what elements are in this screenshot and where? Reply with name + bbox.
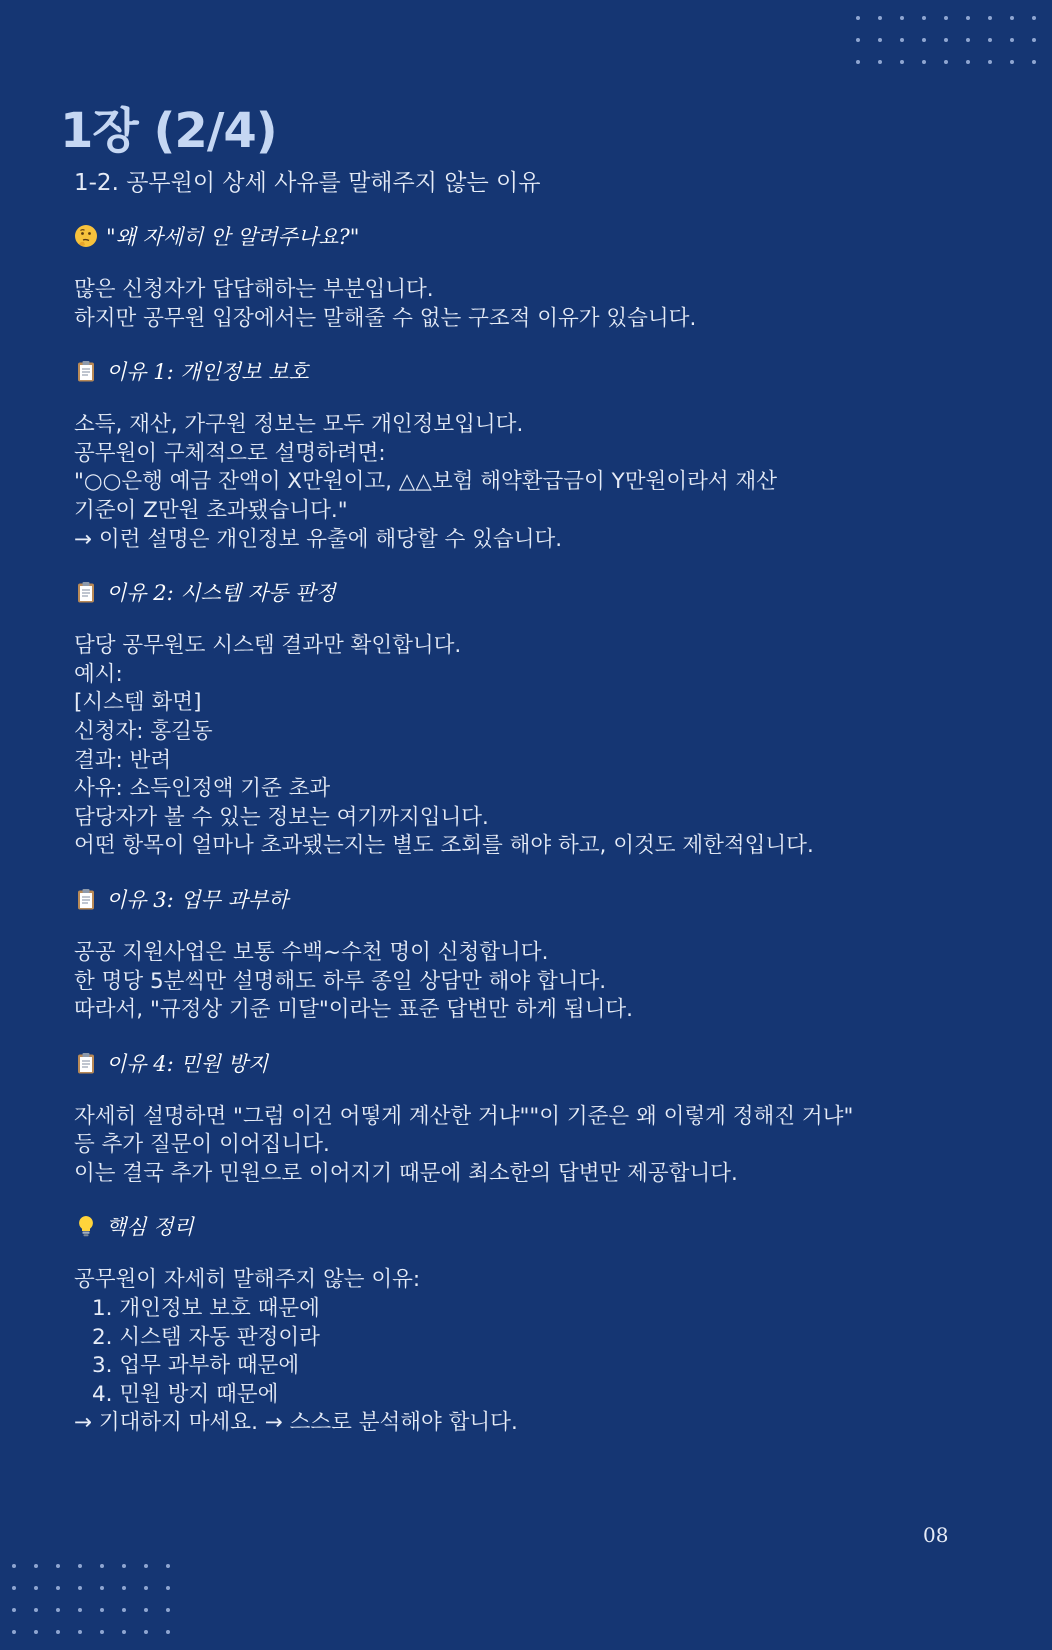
decorative-dot <box>988 38 992 42</box>
decorative-dot <box>1010 38 1014 42</box>
reason-1-line: 소득, 재산, 가구원 정보는 모두 개인정보입니다. <box>74 412 524 438</box>
summary-list-item: 3. 업무 과부하 때문에 <box>92 1353 300 1379</box>
decorative-dot <box>856 60 860 64</box>
decorative-dot <box>900 16 904 20</box>
reason-2-line: 사유: 소득인정액 기준 초과 <box>74 776 331 802</box>
summary-list-item: 2. 시스템 자동 판정이라 <box>92 1324 320 1350</box>
light-bulb-icon <box>74 1214 98 1238</box>
reason-2-line: 결과: 반려 <box>74 747 172 773</box>
decorative-dot <box>144 1586 148 1590</box>
summary-intro: 공무원이 자세히 말해주지 않는 이유: <box>74 1267 421 1293</box>
decorative-dot <box>34 1608 38 1612</box>
thinking-face-icon <box>74 224 98 248</box>
reason-2-line: 어떤 항목이 얼마나 초과됐는지는 별도 조회를 해야 하고, 이것도 제한적입니다. <box>74 833 814 859</box>
decorative-dot <box>878 60 882 64</box>
decorative-dot <box>56 1564 60 1568</box>
page-title: 1장 (2/4) <box>60 103 277 159</box>
decorative-dot <box>12 1608 16 1612</box>
decorative-dot <box>900 60 904 64</box>
reason-3-heading-text: 이유 3: 업무 과부하 <box>106 887 289 912</box>
decorative-dot <box>122 1608 126 1612</box>
decorative-dot <box>34 1630 38 1634</box>
decorative-dot <box>856 16 860 20</box>
reason-3-line: 한 명당 5분씩만 설명해도 하루 종일 상담만 해야 합니다. <box>74 968 607 994</box>
decorative-dot <box>144 1564 148 1568</box>
decorative-dot <box>12 1630 16 1634</box>
decorative-dot <box>122 1586 126 1590</box>
decorative-dot <box>56 1630 60 1634</box>
decorative-dot <box>122 1630 126 1634</box>
decorative-dot <box>100 1630 104 1634</box>
decorative-dot <box>100 1564 104 1568</box>
reason-2-line: 예시: <box>74 661 123 687</box>
reason-1-line: → 이런 설명은 개인정보 유출에 해당할 수 있습니다. <box>74 526 563 552</box>
reason-2-line: 담당자가 볼 수 있는 정보는 여기까지입니다. <box>74 804 489 830</box>
decorative-dot-grid-top-right <box>852 12 1052 72</box>
reason-3-line: 공공 지원사업은 보통 수백~수천 명이 신청합니다. <box>74 939 549 965</box>
reason-1-paragraph <box>74 411 974 554</box>
decorative-dot <box>878 16 882 20</box>
intro-heading <box>74 220 974 254</box>
reason-1-line: 기준이 Z만원 초과됐습니다." <box>74 497 348 523</box>
summary-paragraph <box>74 1266 974 1438</box>
decorative-dot <box>856 38 860 42</box>
decorative-dot <box>1032 38 1036 42</box>
summary-list-item: 4. 민원 방지 때문에 <box>92 1381 279 1407</box>
summary-heading <box>74 1210 974 1244</box>
decorative-dot <box>1010 16 1014 20</box>
decorative-dot <box>34 1586 38 1590</box>
decorative-dot <box>122 1564 126 1568</box>
decorative-dot <box>166 1586 170 1590</box>
decorative-dot <box>1032 60 1036 64</box>
reason-1-heading-text: 이유 1: 개인정보 보호 <box>106 360 309 385</box>
intro-paragraph <box>74 276 974 333</box>
reason-1-line: "○○은행 예금 잔액이 X만원이고, △△보험 해약환급금이 Y만원이라서 재산 <box>74 469 778 495</box>
clipboard-icon <box>74 359 98 383</box>
intro-line: 많은 신청자가 답답해하는 부분입니다. <box>74 277 434 302</box>
decorative-dot <box>922 38 926 42</box>
reason-4-heading-text: 이유 4: 민원 방지 <box>106 1051 269 1076</box>
reason-2-heading-text: 이유 2: 시스템 자동 판정 <box>106 581 336 606</box>
decorative-dot <box>144 1608 148 1612</box>
decorative-dot <box>1032 16 1036 20</box>
reason-2-heading <box>74 576 974 610</box>
decorative-dot <box>78 1564 82 1568</box>
summary-conclusion: → 기대하지 마세요. → 스스로 분석해야 합니다. <box>74 1410 518 1436</box>
summary-heading-text: 핵심 정리 <box>106 1215 194 1240</box>
reason-2-line: 신청자: 홍길동 <box>74 718 213 744</box>
decorative-dot <box>100 1586 104 1590</box>
reason-4-line: 등 추가 질문이 이어집니다. <box>74 1132 330 1158</box>
decorative-dot <box>944 16 948 20</box>
decorative-dot <box>166 1564 170 1568</box>
intro-line: 하지만 공무원 입장에서는 말해줄 수 없는 구조적 이유가 있습니다. <box>74 305 697 331</box>
reason-1-line: 공무원이 구체적으로 설명하려면: <box>74 440 386 466</box>
reason-3-line: 따라서, "규정상 기준 미달"이라는 표준 답변만 하게 됩니다. <box>74 997 633 1023</box>
clipboard-icon <box>74 580 98 604</box>
decorative-dot <box>1010 60 1014 64</box>
page-content <box>74 168 974 1460</box>
decorative-dot <box>56 1608 60 1612</box>
clipboard-icon <box>74 887 98 911</box>
reason-1-heading <box>74 355 974 389</box>
decorative-dot <box>966 16 970 20</box>
summary-list-item: 1. 개인정보 보호 때문에 <box>92 1296 320 1322</box>
decorative-dot <box>12 1564 16 1568</box>
decorative-dot <box>988 16 992 20</box>
decorative-dot <box>78 1586 82 1590</box>
intro-heading-text: "왜 자세히 안 알려주나요?" <box>106 225 360 249</box>
decorative-dot <box>34 1564 38 1568</box>
decorative-dot <box>944 60 948 64</box>
decorative-dot <box>900 38 904 42</box>
decorative-dot <box>166 1608 170 1612</box>
reason-2-line: 담당 공무원도 시스템 결과만 확인합니다. <box>74 633 462 659</box>
reason-4-heading <box>74 1047 974 1081</box>
decorative-dot <box>100 1608 104 1612</box>
decorative-dot-grid-bottom-left <box>8 1560 188 1650</box>
decorative-dot <box>966 60 970 64</box>
reason-4-line: 자세히 설명하면 "그럼 이건 어떻게 계산한 거냐""이 기준은 왜 이렇게 정해진 거냐" <box>74 1103 854 1129</box>
decorative-dot <box>144 1630 148 1634</box>
decorative-dot <box>966 38 970 42</box>
reason-3-heading <box>74 883 974 917</box>
decorative-dot <box>166 1630 170 1634</box>
clipboard-icon <box>74 1051 98 1075</box>
decorative-dot <box>878 38 882 42</box>
decorative-dot <box>78 1630 82 1634</box>
decorative-dot <box>78 1608 82 1612</box>
reason-3-paragraph <box>74 939 974 1025</box>
reason-2-line: [시스템 화면] <box>74 690 202 716</box>
decorative-dot <box>56 1586 60 1590</box>
decorative-dot <box>944 38 948 42</box>
section-subtitle: 1-2. 공무원이 상세 사유를 말해주지 않는 이유 <box>74 170 541 196</box>
reason-2-paragraph <box>74 632 974 861</box>
reason-4-line: 이는 결국 추가 민원으로 이어지기 때문에 최소한의 답변만 제공합니다. <box>74 1160 738 1186</box>
reason-4-paragraph <box>74 1103 974 1189</box>
page-number: 08 <box>923 1523 949 1547</box>
decorative-dot <box>922 16 926 20</box>
decorative-dot <box>12 1586 16 1590</box>
decorative-dot <box>988 60 992 64</box>
decorative-dot <box>922 60 926 64</box>
